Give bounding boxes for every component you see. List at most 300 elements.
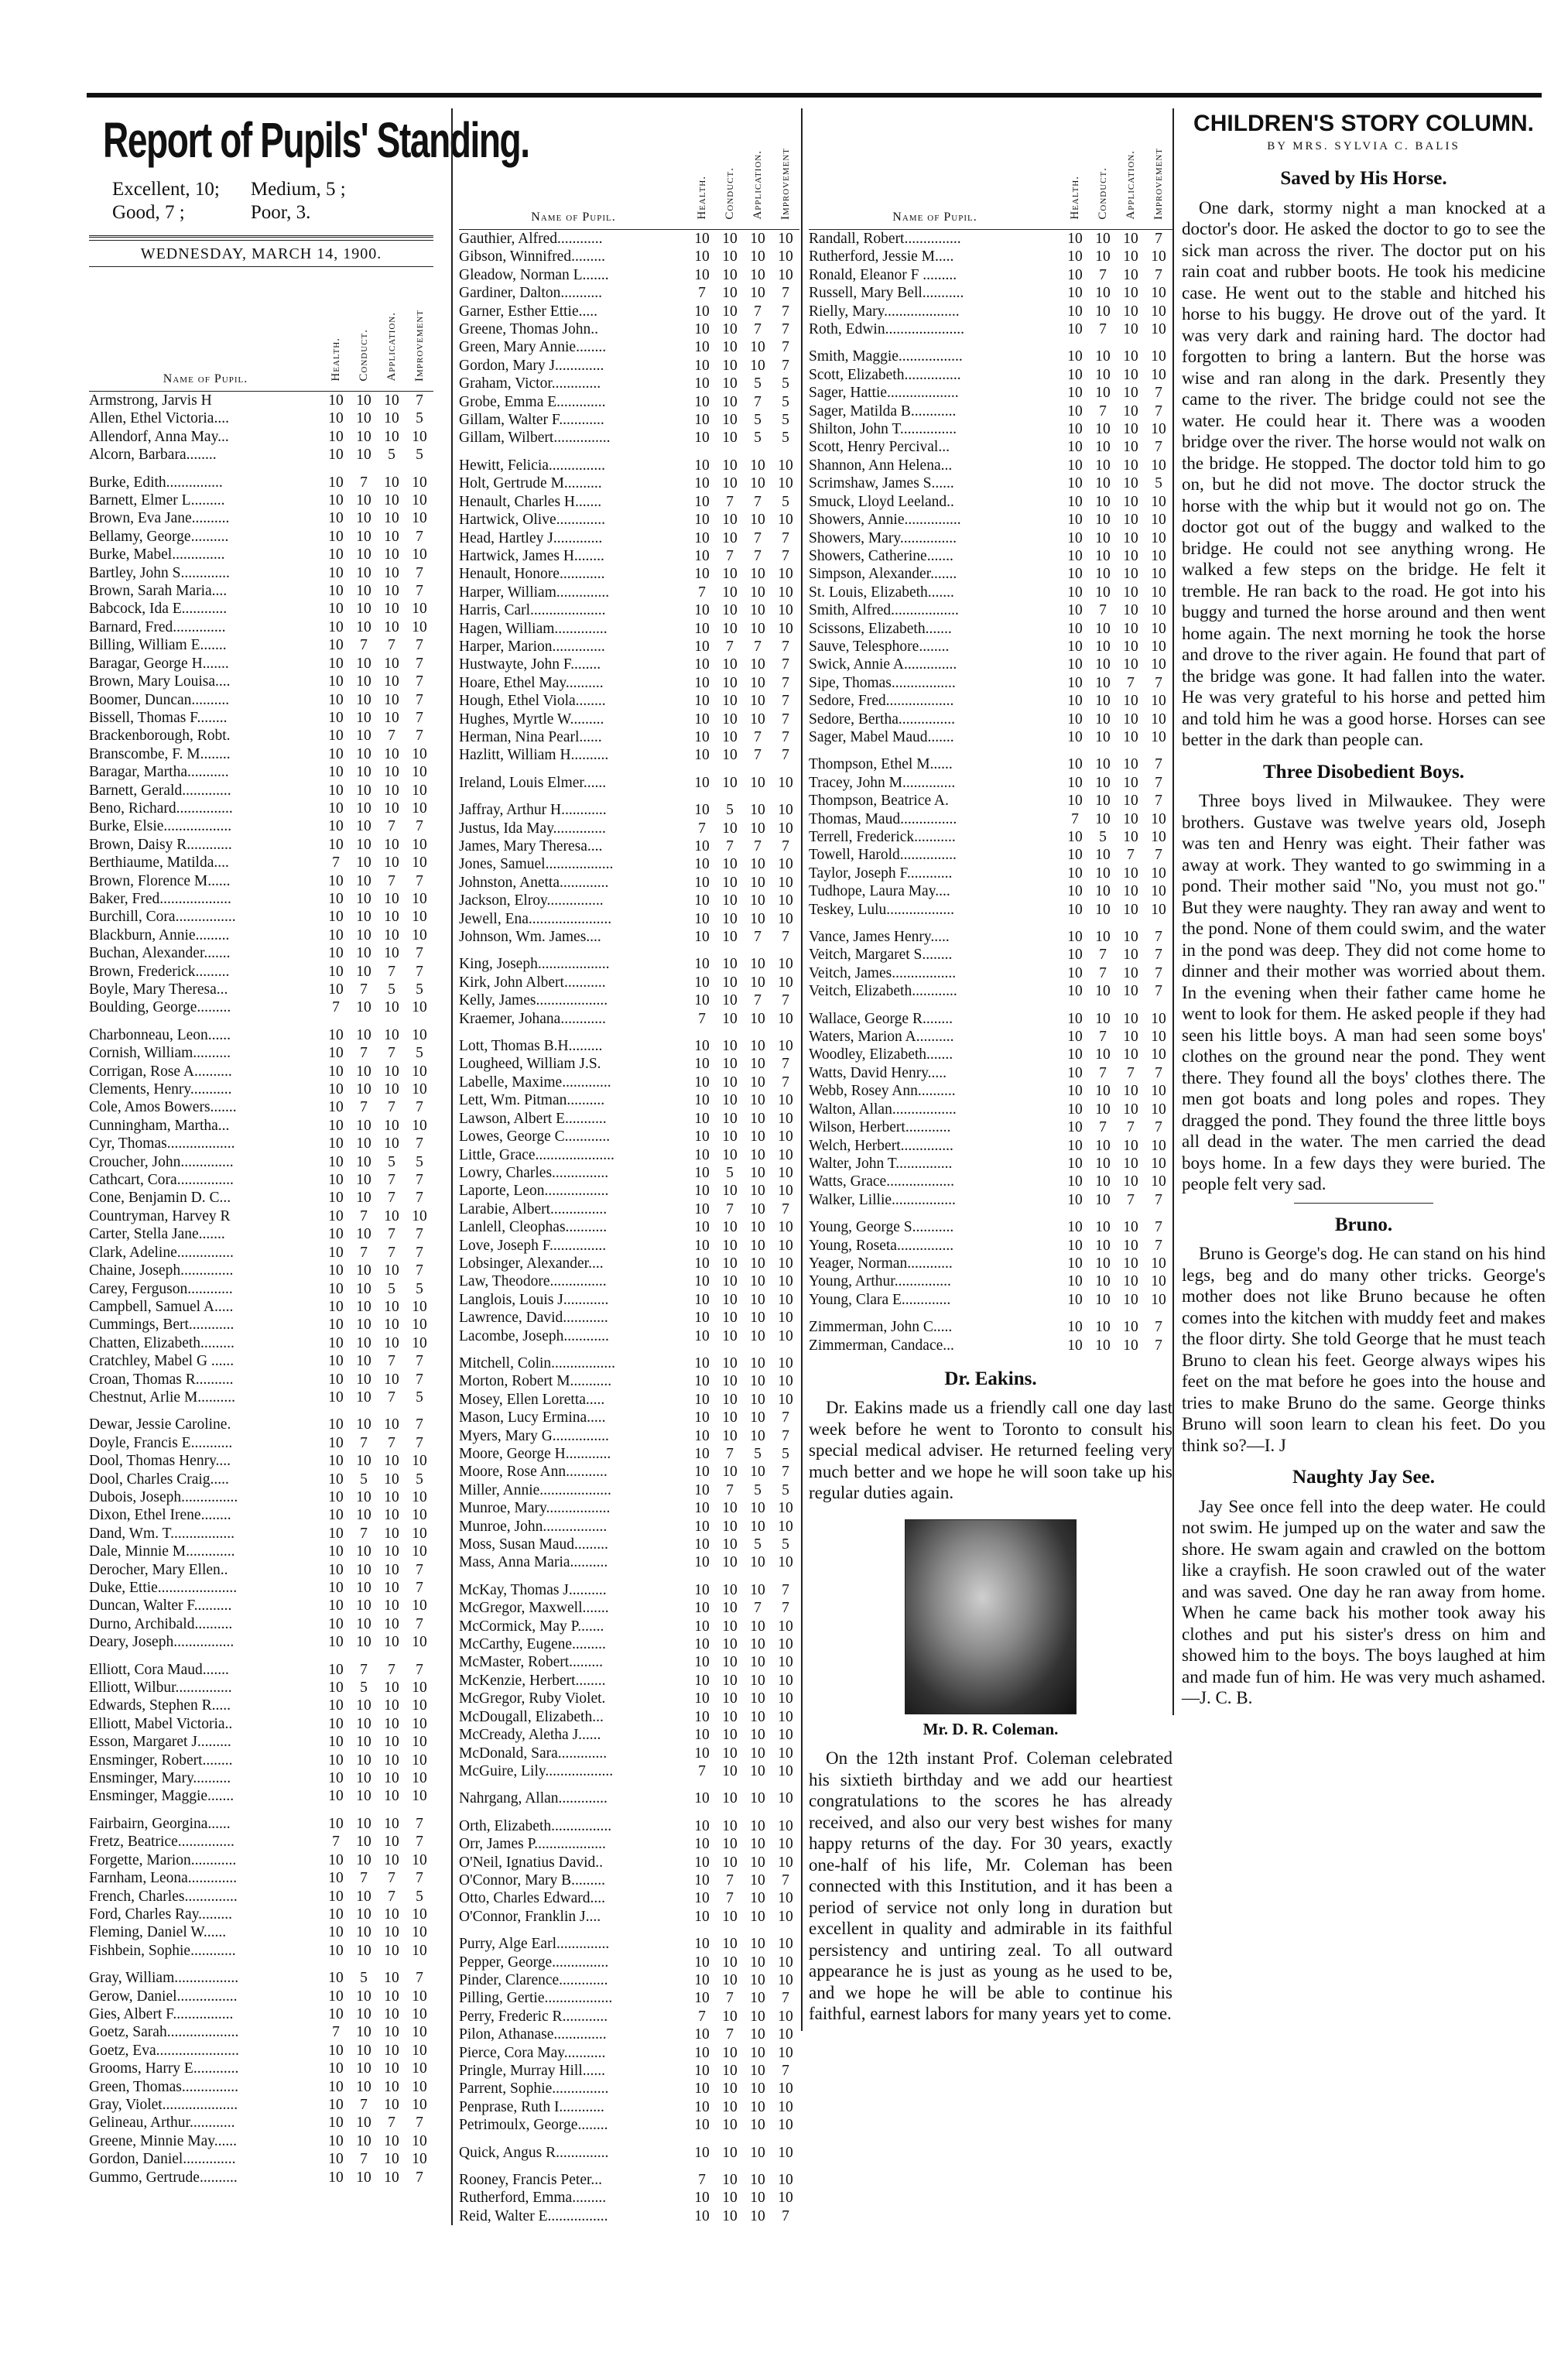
conduct-grade: 10 [356, 1353, 371, 1370]
application-grade: 7 [754, 747, 762, 764]
pupil-name: Kirk, John Albert........... [459, 974, 606, 991]
improvement-grade: 10 [1151, 584, 1166, 601]
application-grade: 10 [384, 1117, 399, 1134]
pupil-name: Burke, Edith............... [89, 474, 223, 491]
health-grade: 10 [328, 890, 344, 907]
pupil-name: Chestnut, Arlie M.......... [89, 1389, 236, 1406]
health-grade: 7 [332, 1834, 340, 1851]
conduct-grade: 10 [356, 764, 371, 781]
pupil-name: Veitch, James................. [809, 964, 957, 981]
health-grade: 10 [694, 2026, 710, 2043]
application-grade: 10 [384, 1471, 399, 1488]
health-grade: 10 [694, 1971, 710, 1988]
conduct-grade: 7 [360, 1434, 368, 1451]
health-grade: 10 [328, 1715, 344, 1732]
pupil-row [89, 2042, 433, 2060]
pupil-row [459, 1618, 799, 1635]
application-grade: 7 [388, 1172, 395, 1189]
improvement-grade: 10 [778, 1373, 793, 1390]
improvement-grade: 7 [416, 673, 423, 690]
health-grade: 10 [328, 1525, 344, 1542]
pupil-name: Buchan, Alexander....... [89, 945, 231, 962]
story1-body: One dark, stormy night a man knocked at a doctor's door. He asked the doctor to go to see the sick man across the river. The doctor put on his rain coat and rubber boots. He took his medicine case. He went out to the stable and hitched his horse to his buggy. He drove out of the yard. It was very dark and raining hard. The doctor had forgotten to bring a lantern. But the horse was wise and ran along in the dark. Presently they came to the river. The bridge could not see the water. He could hear it. There was a wooden bridge over the river. The horse would not walk on the bridge. He stopped. The doctor told him to go on, but he did not move. The doctor struck the horse with the whip but it would not go on. The doctor got out of the buggy and walked to the bridge. He could not see anything wrong. He walked a few steps on the bridge. He felt it tremble. He ran back to the road. He got into his buggy and turned the horse around and then went home again. The next morning he took the horse and drove to the river again. He found that part of the bridge was gone. It had fallen into the water. He was very grateful to his horse and petted him and told him he was a good horse. Horses can see better in the dark than people can. [1182, 197, 1546, 749]
health-grade [688, 1028, 716, 1037]
conduct-grade: 10 [356, 1715, 371, 1732]
conduct-grade [350, 1406, 378, 1416]
health-grade [1061, 1209, 1089, 1218]
pupil-name: Campbell, Samuel A..... [89, 1298, 234, 1315]
pupil-row [89, 1715, 433, 1733]
conduct-grade: 10 [1095, 810, 1111, 827]
pupil-name: Cathcart, Cora............... [89, 1172, 234, 1189]
pupil-row [459, 1653, 799, 1671]
pupil-name: Gillam, Wilbert............... [459, 430, 611, 447]
pupil-row [89, 1679, 433, 1697]
conduct-grade: 10 [722, 1936, 738, 1953]
pupil-name [89, 1406, 322, 1416]
pupil-name: Taylor, Joseph F............ [809, 865, 953, 882]
application-grade: 10 [750, 874, 765, 891]
pupil-name: Penprase, Ruth I............ [459, 2098, 604, 2115]
pupil-row [809, 1118, 1172, 1136]
application-grade: 10 [384, 1615, 399, 1632]
pupil-name: Henault, Charles H....... [459, 493, 602, 510]
conduct-grade: 10 [722, 974, 738, 991]
improvement-grade: 10 [412, 1770, 427, 1787]
application-grade: 7 [388, 2115, 395, 2132]
pupil-name: Little, Grace..................... [459, 1146, 614, 1163]
pupil-row [89, 1752, 433, 1769]
pupil-row [89, 428, 433, 446]
application-grade: 10 [750, 1836, 765, 1853]
health-grade: 10 [328, 1244, 344, 1261]
improvement-grade: 10 [1151, 728, 1166, 745]
conduct-grade: 10 [356, 1697, 371, 1714]
pupil-row [809, 1272, 1172, 1290]
improvement-grade: 10 [778, 2080, 793, 2097]
pupil-name: Cummings, Bert............ [89, 1317, 234, 1334]
pupil-name: Mason, Lucy Ermina..... [459, 1409, 606, 1426]
header-improvement: Improvement [413, 309, 426, 382]
improvement-grade: 10 [778, 1908, 793, 1925]
conduct-grade: 10 [1095, 1101, 1111, 1118]
pupil-row [459, 230, 799, 248]
application-grade: 10 [1123, 402, 1138, 419]
application-grade: 10 [1123, 638, 1138, 655]
pupil-name: Showers, Catherine....... [809, 547, 953, 564]
pupil-row [459, 601, 799, 619]
pupil-row [89, 1371, 433, 1389]
improvement-grade: 10 [1151, 1291, 1166, 1308]
health-grade: 10 [328, 583, 344, 600]
health-grade: 10 [1067, 620, 1083, 637]
pupil-row [459, 1010, 799, 1028]
health-grade: 10 [328, 1734, 344, 1751]
pupil-name: Sager, Hattie................... [809, 385, 959, 402]
health-grade: 10 [1067, 1155, 1083, 1172]
improvement-grade: 10 [778, 2026, 793, 2043]
health-grade: 10 [328, 1262, 344, 1279]
pupil-row [89, 2078, 433, 2096]
pupil-row [459, 874, 799, 892]
application-grade: 10 [1123, 1255, 1138, 1272]
health-grade: 10 [694, 1464, 710, 1481]
health-grade: 10 [328, 1026, 344, 1043]
pupil-row [89, 745, 433, 763]
conduct-grade: 7 [360, 2096, 368, 2113]
pupil-row [89, 392, 433, 410]
improvement-grade: 7 [416, 709, 423, 726]
application-grade: 7 [754, 547, 762, 564]
header-name: Name of Pupil. [459, 108, 688, 230]
group-spacer [459, 1780, 799, 1789]
application-grade: 7 [388, 1244, 395, 1261]
health-grade: 10 [694, 602, 710, 619]
conduct-grade: 10 [356, 1226, 371, 1243]
conduct-grade: 10 [356, 1834, 371, 1851]
health-grade [322, 1806, 350, 1815]
pupil-row [459, 2008, 799, 2026]
application-grade: 7 [754, 393, 762, 410]
application-grade: 10 [1123, 693, 1138, 710]
conduct-grade: 10 [722, 2008, 738, 2025]
improvement-grade: 10 [412, 1697, 427, 1714]
pupil-row [459, 1889, 799, 1907]
conduct-grade: 7 [726, 1200, 734, 1217]
improvement-grade: 7 [782, 638, 789, 655]
conduct-grade: 10 [722, 1354, 738, 1371]
application-grade [744, 1345, 772, 1354]
conduct-grade: 10 [1095, 493, 1111, 510]
conduct-grade: 10 [722, 285, 738, 302]
conduct-grade: 10 [722, 2144, 738, 2161]
application-grade: 10 [750, 1146, 765, 1163]
health-grade: 10 [328, 1888, 344, 1905]
conduct-grade [350, 1806, 378, 1815]
pupil-name: Gordon, Daniel.............. [89, 2151, 236, 2168]
conduct-grade [716, 765, 744, 774]
conduct-grade: 10 [1095, 385, 1111, 402]
application-grade: 10 [750, 1500, 765, 1517]
improvement-grade: 10 [1151, 248, 1166, 265]
improvement-grade: 10 [412, 1942, 427, 1959]
conduct-grade [350, 1652, 378, 1661]
conduct-grade: 10 [356, 818, 371, 835]
pupil-name: Hughes, Myrtle W......... [459, 711, 604, 728]
pupil-row [459, 303, 799, 320]
pupil-row [89, 1316, 433, 1334]
pupil-row [459, 1128, 799, 1145]
header-conduct: Conduct. [357, 329, 370, 382]
application-grade: 10 [384, 528, 399, 545]
improvement-grade: 7 [1155, 929, 1162, 946]
health-grade: 10 [694, 1636, 710, 1653]
application-grade: 7 [388, 1353, 395, 1370]
conduct-grade: 10 [722, 475, 738, 492]
pupil-name: Deary, Joseph................ [89, 1634, 234, 1651]
group-spacer [89, 1806, 433, 1815]
improvement-grade: 10 [1151, 1255, 1166, 1272]
conduct-grade: 10 [356, 728, 371, 745]
health-grade [322, 1406, 350, 1416]
improvement-grade: 10 [778, 248, 793, 265]
header-improvement: Improvement [1152, 147, 1165, 220]
application-grade: 10 [750, 1310, 765, 1327]
pupil-row [809, 1173, 1172, 1190]
application-grade: 7 [754, 838, 762, 854]
pupil-row [459, 1935, 799, 1953]
health-grade: 10 [328, 564, 344, 581]
pupil-row [459, 248, 799, 265]
pupil-row [809, 792, 1172, 810]
pupil-name: Munroe, Mary................. [459, 1500, 611, 1517]
health-grade: 10 [328, 2115, 344, 2132]
pupil-name: Love, Joseph F............... [459, 1237, 607, 1254]
pupil-name: Hazlitt, William H.......... [459, 747, 609, 764]
pupil-name: Branscombe, F. M........ [89, 745, 231, 762]
childrens-story-column [1182, 113, 1546, 1709]
pupil-name: Ensminger, Mary.......... [89, 1770, 231, 1787]
improvement-grade: 10 [1151, 883, 1166, 900]
improvement-grade: 7 [1155, 1337, 1162, 1354]
application-grade: 10 [1123, 529, 1138, 546]
application-grade [1117, 338, 1145, 348]
pupil-name: Barnard, Fred.............. [89, 618, 226, 635]
health-grade: 10 [694, 1727, 710, 1744]
pupil-row [89, 1597, 433, 1615]
health-grade: 10 [1067, 1010, 1083, 1027]
application-grade [1117, 1001, 1145, 1010]
improvement-grade: 10 [778, 2172, 793, 2189]
health-grade [688, 765, 716, 774]
conduct-grade [716, 1926, 744, 1935]
improvement-grade: 10 [1151, 366, 1166, 383]
pupil-row [89, 1416, 433, 1433]
improvement-grade: 10 [412, 1634, 427, 1651]
health-grade: 10 [1067, 1255, 1083, 1272]
pupil-name: Walker, Lillie................. [809, 1191, 956, 1208]
pupil-row [809, 828, 1172, 846]
improvement-grade: 7 [416, 1172, 423, 1189]
health-grade: 7 [698, 1010, 706, 1027]
conduct-grade [716, 946, 744, 955]
application-grade: 7 [388, 1190, 395, 1207]
pupil-row [459, 584, 799, 601]
pupil-name: Watts, Grace.................. [809, 1173, 954, 1190]
health-grade: 10 [328, 618, 344, 635]
improvement-grade: 5 [782, 1446, 789, 1462]
pupil-row [459, 2062, 799, 2080]
health-grade: 10 [1067, 402, 1083, 419]
pupil-name: Lanlell, Cleophas........... [459, 1219, 608, 1236]
improvement-grade: 10 [778, 1219, 793, 1236]
pupil-name: McKenzie, Herbert........ [459, 1672, 606, 1689]
improvement-grade: 10 [778, 1183, 793, 1200]
health-grade: 10 [1067, 1191, 1083, 1208]
health-grade: 10 [328, 1298, 344, 1315]
pupil-name: Fishbein, Sophie............ [89, 1942, 236, 1959]
pupil-name: Ireland, Louis Elmer...... [459, 774, 607, 791]
group-spacer [459, 2162, 799, 2171]
legend-good: Good, 7 ; [112, 202, 185, 223]
health-grade: 10 [328, 800, 344, 817]
improvement-grade: 10 [778, 1554, 793, 1571]
health-grade: 10 [694, 475, 710, 492]
conduct-grade: 10 [356, 1734, 371, 1751]
health-grade: 10 [694, 992, 710, 1009]
conduct-grade: 10 [722, 1790, 738, 1807]
health-grade: 10 [1067, 847, 1083, 864]
pupil-name: Fretz, Beatrice............... [89, 1834, 234, 1851]
group-spacer [809, 1309, 1172, 1318]
application-grade [1117, 1309, 1145, 1318]
conduct-grade [716, 2135, 744, 2144]
pupil-name: McMaster, Robert......... [459, 1654, 604, 1671]
health-grade: 10 [1067, 638, 1083, 655]
application-grade: 7 [1127, 847, 1135, 864]
pupil-name: Gleadow, Norman L....... [459, 266, 609, 283]
improvement-grade: 10 [1151, 529, 1166, 546]
pupil-row [89, 1080, 433, 1098]
pupil-row [89, 509, 433, 527]
group-spacer [89, 1960, 433, 1969]
improvement-grade: 5 [782, 1481, 789, 1498]
conduct-grade: 10 [356, 1135, 371, 1152]
conduct-grade: 10 [356, 800, 371, 817]
pupil-row [459, 1635, 799, 1653]
conduct-grade: 10 [722, 1745, 738, 1762]
pupil-row [459, 1074, 799, 1091]
application-grade [744, 946, 772, 955]
pupil-name: Sager, Matilda B............ [809, 402, 957, 419]
header-application: Application. [1124, 150, 1137, 220]
conduct-grade: 10 [722, 1327, 738, 1344]
conduct-grade: 7 [726, 493, 734, 510]
group-spacer [89, 1406, 433, 1416]
pupil-name: Pepper, George............... [459, 1954, 609, 1971]
conduct-grade: 10 [356, 691, 371, 708]
health-grade: 10 [1067, 901, 1083, 918]
health-grade: 10 [694, 1890, 710, 1907]
improvement-grade: 7 [416, 1815, 423, 1832]
application-grade: 10 [750, 1654, 765, 1671]
conduct-grade: 10 [356, 1172, 371, 1189]
conduct-grade: 10 [1095, 584, 1111, 601]
application-grade: 10 [1123, 1010, 1138, 1027]
application-grade: 10 [384, 492, 399, 509]
health-grade: 10 [328, 1788, 344, 1805]
pupil-name [809, 338, 1061, 348]
improvement-grade: 10 [1151, 656, 1166, 673]
pupil-name: Tracey, John M.............. [809, 774, 956, 791]
application-grade: 10 [750, 956, 765, 973]
improvement-grade: 10 [412, 2042, 427, 2059]
improvement-grade: 7 [1155, 983, 1162, 1000]
improvement-grade: 10 [1151, 693, 1166, 710]
pupil-name: Grobe, Emma E............. [459, 393, 606, 410]
application-grade [744, 765, 772, 774]
health-grade: 10 [1067, 602, 1083, 619]
pupil-row [459, 1272, 799, 1290]
improvement-grade: 10 [412, 1851, 427, 1868]
improvement-grade: 10 [778, 1708, 793, 1725]
health-grade: 10 [694, 1128, 710, 1145]
group-spacer [809, 919, 1172, 928]
improvement-grade: 7 [782, 1871, 789, 1889]
health-grade [688, 792, 716, 801]
conduct-grade: 10 [722, 1128, 738, 1145]
health-grade: 10 [1067, 248, 1083, 265]
application-grade: 10 [384, 854, 399, 872]
pupil-name: Elliott, Mabel Victoria.. [89, 1715, 233, 1732]
pupil-row [809, 674, 1172, 692]
application-grade: 10 [750, 1164, 765, 1181]
improvement-grade: 7 [1155, 1119, 1162, 1136]
pupil-row [89, 1561, 433, 1579]
pupil-row [809, 692, 1172, 710]
improvement-grade: 5 [416, 447, 423, 464]
pupil-name: Zimmerman, John C..... [809, 1319, 953, 1336]
improvement-grade: 5 [782, 412, 789, 429]
pupil-name: Lawson, Albert E........... [459, 1110, 607, 1127]
improvement-grade: 7 [416, 1580, 423, 1596]
health-grade: 10 [694, 856, 710, 873]
health-grade [322, 1017, 350, 1026]
application-grade: 10 [750, 2098, 765, 2115]
conduct-grade: 10 [1095, 1255, 1111, 1272]
pupil-name: Orth, Elizabeth................ [459, 1817, 612, 1834]
health-grade: 10 [328, 1317, 344, 1334]
conduct-grade: 10 [356, 1598, 371, 1615]
improvement-grade: 7 [782, 1200, 789, 1217]
conduct-grade: 10 [722, 1636, 738, 1653]
pupil-name [459, 1345, 688, 1354]
application-grade: 10 [1123, 1319, 1138, 1336]
health-grade: 10 [328, 745, 344, 762]
conduct-grade: 10 [1095, 847, 1111, 864]
health-grade: 10 [1067, 1173, 1083, 1190]
pupil-row [89, 998, 433, 1016]
pupil-name [809, 919, 1061, 928]
health-grade: 10 [694, 339, 710, 356]
improvement-grade: 7 [416, 1262, 423, 1279]
application-grade: 10 [750, 2117, 765, 2134]
application-grade [744, 1572, 772, 1581]
improvement-grade: 5 [416, 1888, 423, 1905]
conduct-grade: 10 [356, 1634, 371, 1651]
conduct-grade: 10 [722, 1554, 738, 1571]
conduct-grade: 10 [722, 1581, 738, 1598]
conduct-grade: 10 [356, 854, 371, 872]
health-grade: 10 [1067, 711, 1083, 728]
improvement-grade: 10 [778, 974, 793, 991]
conduct-grade: 10 [722, 393, 738, 410]
conduct-grade: 10 [356, 1153, 371, 1170]
health-grade: 10 [1067, 1101, 1083, 1118]
conduct-grade: 10 [356, 1788, 371, 1805]
health-grade: 10 [328, 782, 344, 799]
pupil-row [89, 564, 433, 582]
pupil-row [459, 2116, 799, 2134]
group-spacer [89, 464, 433, 474]
health-grade: 10 [694, 1409, 710, 1426]
conduct-grade: 10 [722, 747, 738, 764]
conduct-grade: 10 [1095, 439, 1111, 456]
pupil-name: Pierce, Cora May........... [459, 2044, 606, 2061]
pupil-row [89, 1942, 433, 1960]
pupil-name: Munroe, John................. [459, 1518, 608, 1535]
conduct-grade: 10 [722, 457, 738, 474]
